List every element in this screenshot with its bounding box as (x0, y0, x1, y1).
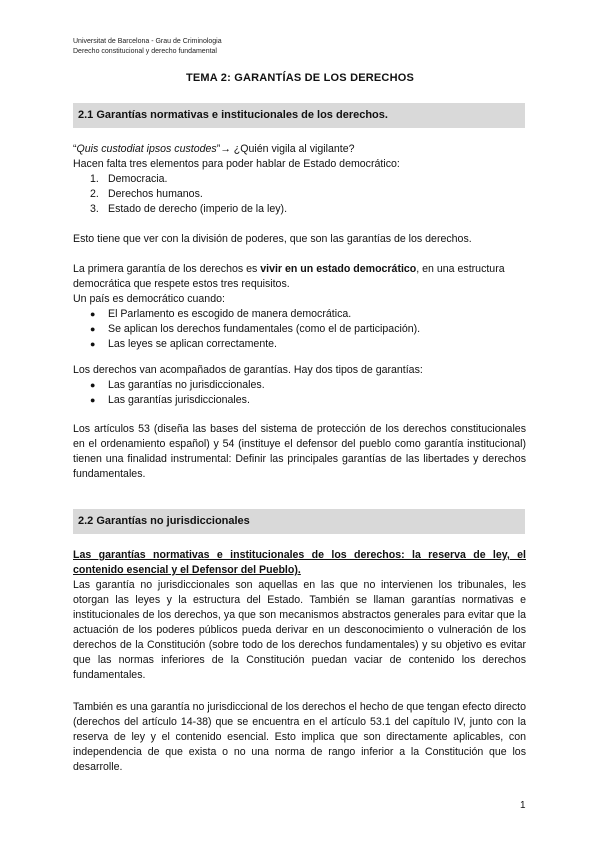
list-item: 1. Democracia. (90, 173, 168, 185)
section-heading-2-2: 2.2 Garantías no jurisdiccionales (73, 509, 525, 534)
quote-latin: Quis custodiat ipsos custodes (76, 143, 217, 155)
list-item: ● Las garantías jurisdiccionales. (90, 394, 250, 406)
header-university: Universitat de Barcelona - Grau de Criminologia (73, 38, 222, 45)
subheading: Las garantías normativas e institucionales de los derechos: la reserva de ley, el contenido esencial y el Defensor del Pueblo). (73, 549, 526, 576)
paragraph: Un país es democrático cuando: (73, 293, 225, 305)
section-heading-2-1: 2.1 Garantías normativas e institucionales de los derechos. (73, 103, 525, 128)
document-header (73, 37, 222, 57)
paragraph: Las garantía no jurisdiccionales son aquellas en las que no intervienen los tribunales, les otorgan las leyes y la estructura del Estado. También se llaman garantías normativas e institucionales de los derechos, ya que son mecanismos abstractos generales para evitar que la actuación de los poderes públicos pueda derivar en un desconocimiento o vulneración de los derechos de la Constitución (sobre todo de los derechos fundamentales) y su objetivo es evitar que las normas inferiores de la Constitución puedan vaciar de contenido los derechos fundamentales. (73, 579, 526, 681)
paragraph: Esto tiene que ver con la división de poderes, que son las garantías de los derechos. (73, 233, 472, 245)
header-course: Derecho constitucional y derecho fundamental (73, 48, 217, 55)
list-item: ● Se aplican los derechos fundamentales (como el de participación). (90, 323, 421, 335)
paragraph-articles: Los artículos 53 (diseña las bases del sistema de protección de los derechos constitucionales en el ordenamiento español) y 54 (instituye el defensor del pueblo como garantía institucional) tienen una finalidad instrumental: Definir las principales garantías de las libertades y derechos fundamentales. (73, 423, 526, 480)
quote-line: “Quis custodiat ipsos custodes”→ ¿Quién vigila al vigilante? (73, 143, 355, 155)
bullet-list (90, 378, 265, 408)
intro-paragraph: Hacen falta tres elementos para poder hablar de Estado democrático: (73, 158, 400, 170)
list-item: 3. Estado de derecho (imperio de la ley). (90, 203, 288, 215)
paragraph: También es una garantía no jurisdiccional de los derechos el hecho de que tengan efecto directo (derechos del artículo 14-38) que se encuentra en el artículo 53.1 del capítulo IV, junto con la reserva de ley y el contenido esencial. Esto implica que son directamente aplicables, con independencia de que exista o no una norma de rango inferior a la Constitución que los desarrolle. (73, 701, 526, 773)
paragraph: Los derechos van acompañados de garantías. Hay dos tipos de garantías: (73, 364, 423, 376)
bullet-list (90, 307, 420, 352)
list-item: 2. Derechos humanos. (90, 188, 203, 200)
list-item: ● El Parlamento es escogido de manera democrática. (90, 308, 352, 320)
quote-translation: → ¿Quién vigila al vigilante? (220, 143, 355, 155)
list-item: ● Las leyes se aplican correctamente. (90, 338, 277, 350)
emphasis-text: vivir en un estado democrático (260, 263, 417, 275)
numbered-list (90, 172, 287, 217)
page-number: 1 (520, 800, 526, 811)
list-item: ● Las garantías no jurisdiccionales. (90, 379, 265, 391)
page-title: TEMA 2: GARANTÍAS DE LOS DERECHOS (185, 72, 415, 84)
paragraph-democratic: La primera garantía de los derechos es vivir en un estado democrático, en una estructura democrática que respete estos tres requisitos. (73, 263, 505, 290)
